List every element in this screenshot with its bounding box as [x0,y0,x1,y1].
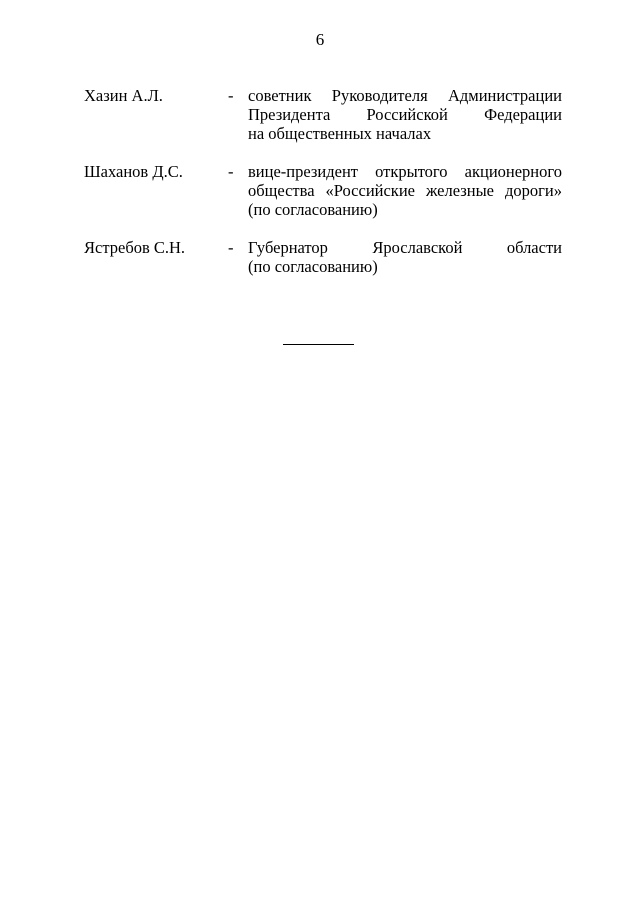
role-line [248,200,562,219]
member-entry [84,86,562,143]
role-word: (по согласованию) [248,257,378,276]
role-word: Президента [248,105,331,124]
role-word: «Российские [325,181,415,200]
role-line [248,181,562,200]
member-role [248,162,562,219]
member-name: Ястребов С.Н. [84,238,186,257]
member-entry [84,162,562,219]
role-word: советник [248,86,312,105]
role-line [248,238,562,257]
member-dash: - [228,162,234,181]
role-line [248,257,562,276]
role-word: дороги» [504,181,562,200]
role-word: (по согласованию) [248,200,378,219]
role-word: Ярославской [372,238,463,257]
page-number: 6 [315,30,325,49]
role-word: Федерации [484,105,562,124]
role-word: акционерного [464,162,562,181]
member-list [84,86,562,295]
role-word: Губернатор [248,238,328,257]
role-line [248,105,562,124]
member-entry [84,238,562,276]
role-line [248,86,562,105]
role-word: железные [425,181,494,200]
member-dash: - [228,86,234,105]
role-word: общества [248,181,315,200]
member-role [248,238,562,276]
closing-rule [283,344,354,345]
role-word: открытого [375,162,448,181]
member-name: Хазин А.Л. [84,86,163,105]
role-word: вице-президент [248,162,358,181]
role-word: области [506,238,562,257]
role-word: Российской [366,105,448,124]
member-role [248,86,562,143]
role-word: Администрации [447,86,562,105]
role-word: Руководителя [331,86,428,105]
role-line [248,162,562,181]
member-name: Шаханов Д.С. [84,162,183,181]
role-line [248,124,562,143]
member-dash: - [228,238,234,257]
role-word: на общественных началах [248,124,432,143]
